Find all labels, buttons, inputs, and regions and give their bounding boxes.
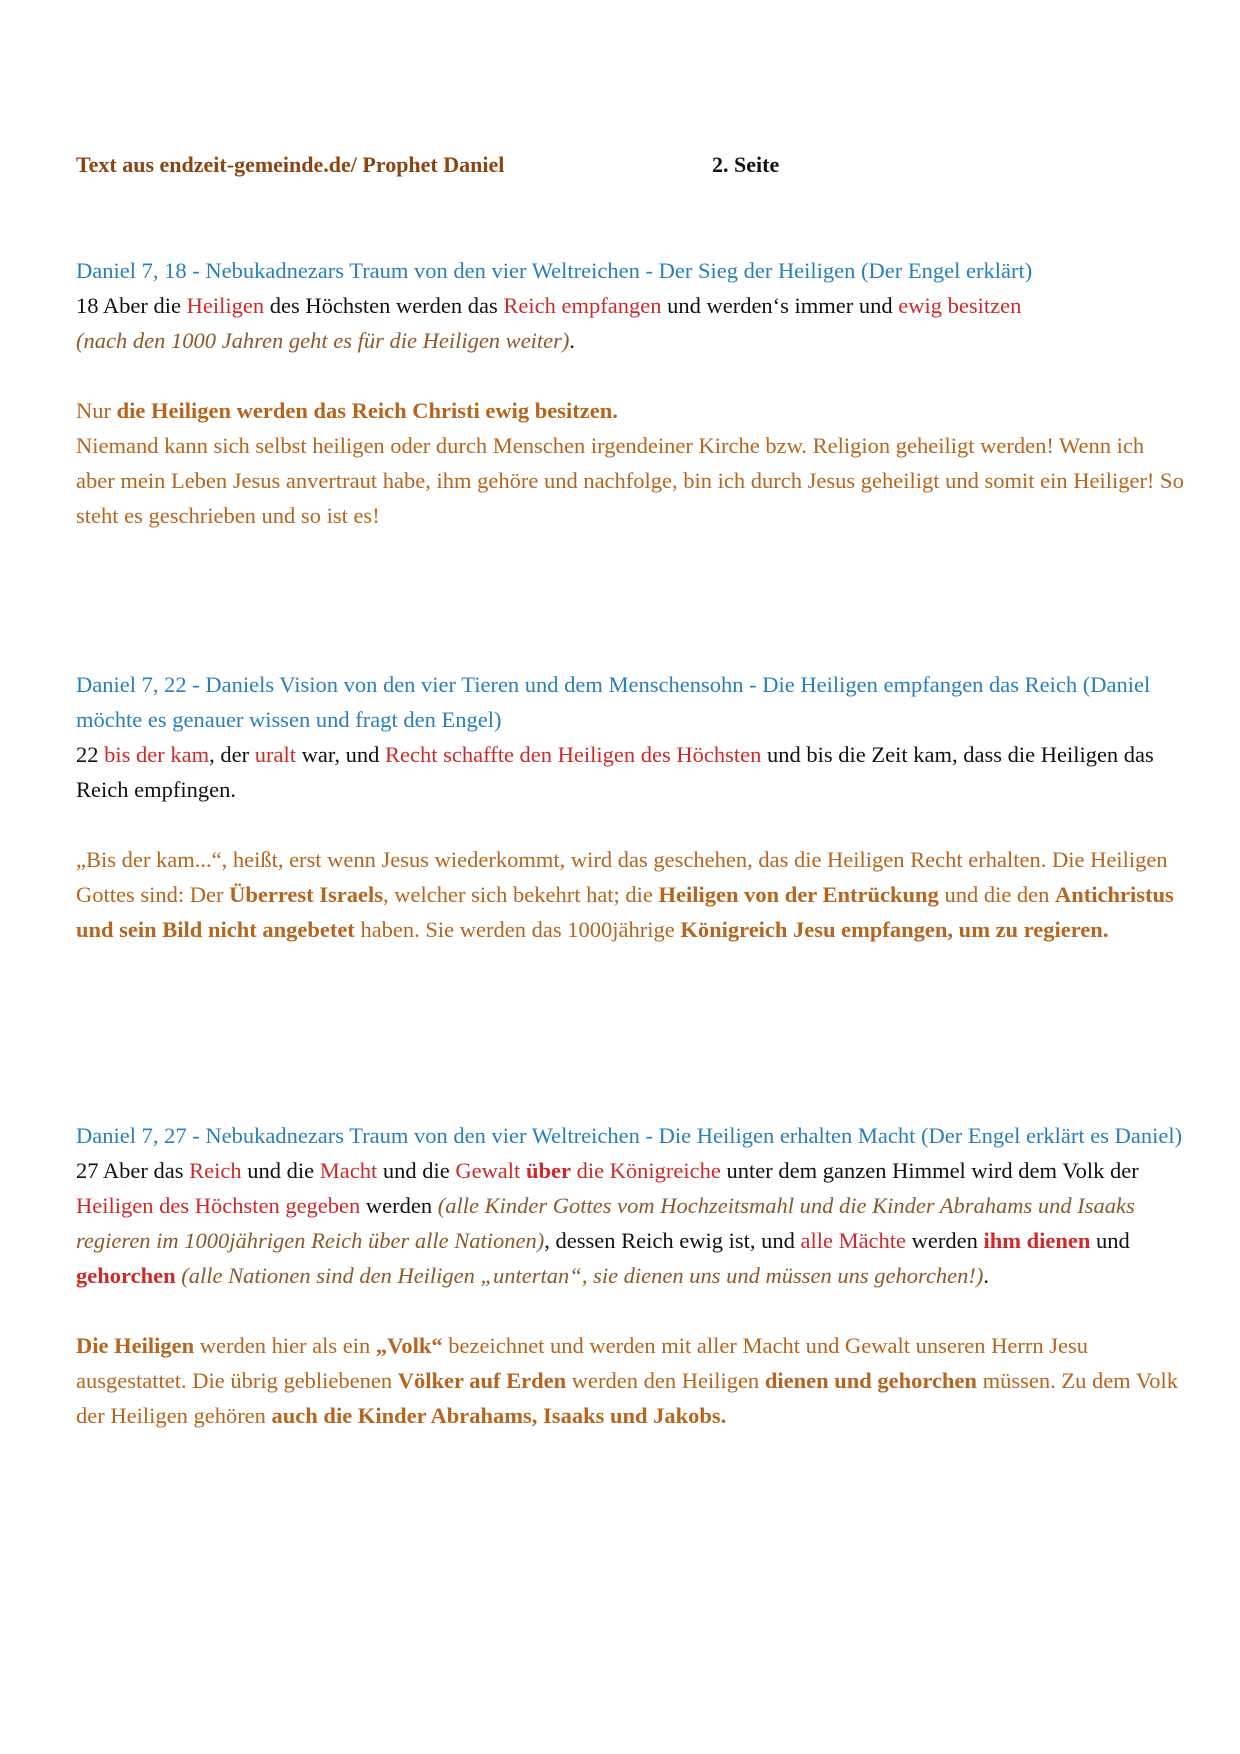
verse-reference: Daniel 7, 22 - Daniels Vision von den vier Tieren und dem Menschensohn - Die Heiligen empfangen das Reich (Daniel möchte es genauer wissen und fragt den Engel) bbox=[76, 672, 1151, 732]
verse-text: 22 bis der kam, der uralt war, und Recht schaffte den Heiligen des Höchsten und bis die Zeit kam, dass die Heiligen das Reich empfingen. bbox=[76, 742, 1154, 802]
commentary-text: Niemand kann sich selbst heiligen oder durch Menschen irgendeiner Kirche bzw. Religion geheiligt werden! Wenn ich aber mein Leben Jesus anvertraut habe, ihm gehöre und nachfolge, bin ich durch Jesus geheiligt und somit ein Heiliger! So steht es geschrieben und so ist es! bbox=[76, 433, 1184, 528]
commentary-heading: Nur die Heiligen werden das Reich Christi ewig besitzen. bbox=[76, 398, 618, 423]
section-daniel-7-22 bbox=[76, 667, 1186, 947]
commentary-text: „Bis der kam...“, heißt, erst wenn Jesus wiederkommt, wird das geschehen, das die Heiligen Recht erhalten. Die Heiligen Gottes sind: Der Überrest Israels, welcher sich bekehrt hat; die Heiligen von der Entrückung und die den Antichristus und sein Bild nicht angebetet haben. Sie werden das 1000jährige Königreich Jesu empfangen, um zu regieren. bbox=[76, 847, 1174, 942]
page-header bbox=[76, 150, 1176, 180]
verse-comment: (nach den 1000 Jahren geht es für die Heiligen weiter) bbox=[76, 328, 570, 353]
page-number: 2. Seite bbox=[712, 152, 780, 177]
verse-comment: (alle Kinder Gottes vom Hochzeitsmahl und die Kinder Abrahams und Isaaks regieren im 1000jährigen Reich über alle Nationen) bbox=[76, 1193, 1135, 1253]
section-daniel-7-18 bbox=[76, 253, 1186, 533]
verse-reference: Daniel 7, 27 - Nebukadnezars Traum von den vier Weltreichen - Die Heiligen erhalten Macht (Der Engel erklärt es Daniel) bbox=[76, 1123, 1183, 1148]
section-daniel-7-27 bbox=[76, 1118, 1186, 1433]
verse-reference: Daniel 7, 18 - Nebukadnezars Traum von den vier Weltreichen - Der Sieg der Heiligen (Der Engel erklärt) bbox=[76, 258, 1033, 283]
verse-comment: (alle Nationen sind den Heiligen „untertan“, sie dienen uns und müssen uns gehorchen!) bbox=[181, 1263, 984, 1288]
verse-text: 18 Aber die Heiligen des Höchsten werden das Reich empfangen und werden‘s immer und ewig besitzen (nach den 1000 Jahren geht es für die Heiligen weiter). bbox=[76, 293, 1022, 353]
commentary-text: Die Heiligen werden hier als ein „Volk“ bezeichnet und werden mit aller Macht und Gewalt unseren Herrn Jesu ausgestattet. Die übrig gebliebenen Völker auf Erden werden den Heiligen dienen und gehorchen müssen. Zu dem Volk der Heiligen gehören auch die Kinder Abrahams, Isaaks und Jakobs. bbox=[76, 1333, 1179, 1428]
header-source: Text aus endzeit-gemeinde.de/ Prophet Daniel bbox=[76, 152, 505, 177]
verse-text: 27 Aber das Reich und die Macht und die Gewalt über die Königreiche unter dem ganzen Himmel wird dem Volk der Heiligen des Höchsten gegeben werden (alle Kinder Gottes vom Hochzeitsmahl und die Kinder Abrahams und Isaaks regieren im 1000jährigen Reich über alle Nationen), dessen Reich ewig ist, und alle Mächte werden ihm dienen und gehorchen (alle Nationen sind den Heiligen „untertan“, sie dienen uns und müssen uns gehorchen!). bbox=[76, 1158, 1139, 1288]
